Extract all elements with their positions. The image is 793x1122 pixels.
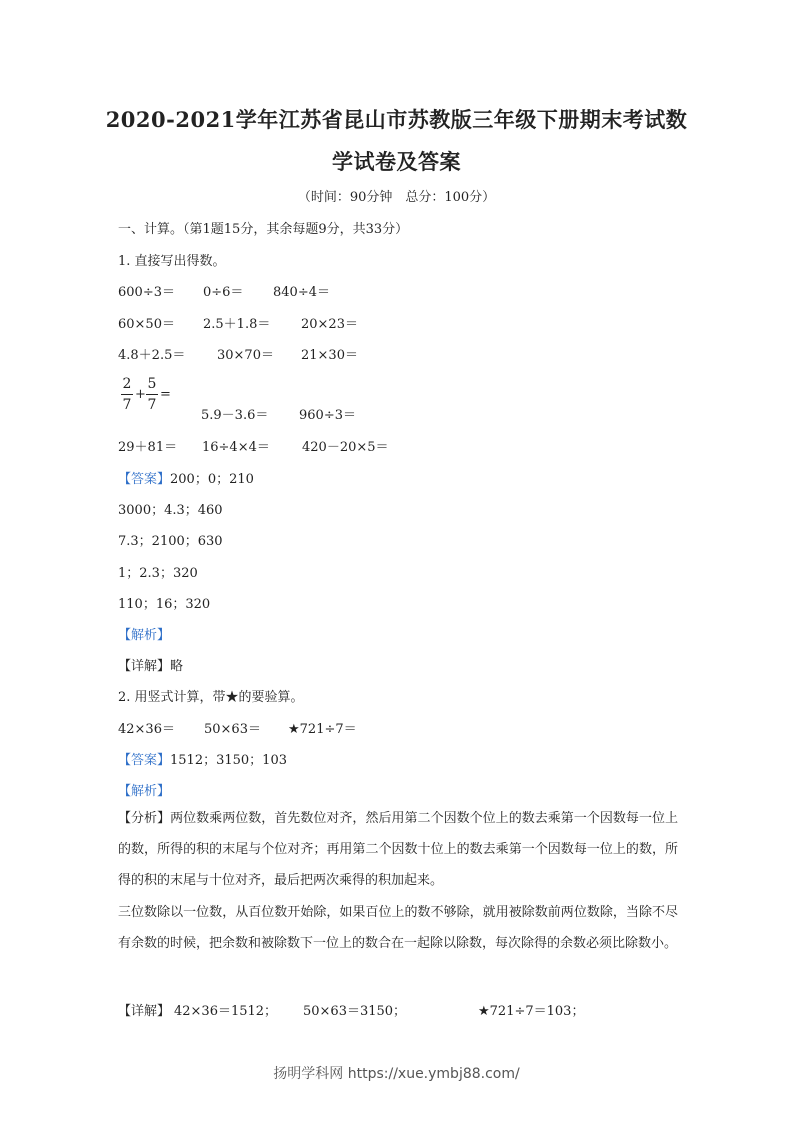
problem: 2.5＋1.8＝ [203,317,271,332]
problem: 840÷4＝ [273,285,330,300]
problem: 0÷6＝ [203,285,244,300]
detail-item: ★721÷7＝103； [478,1004,585,1019]
page-title-line-2: 学试卷及答案 [332,149,461,174]
problem: 5.9－3.6＝ [201,408,269,423]
problem: 4.8＋2.5＝ [118,348,186,363]
detail-text: 【详解】略 [118,659,184,674]
answer-label: 【答案】 [118,753,171,768]
page-title-line-1: 2020-2021学年江苏省昆山市苏教版三年级下册期末考试数 [105,107,688,132]
fraction-bar [121,394,133,395]
problem: 29＋81＝ [118,440,178,455]
problem: 420－20×5＝ [302,440,389,455]
fraction: 5 7 [147,376,157,413]
answer-line: 110；16；320 [118,597,211,612]
plus-sign: + [135,387,146,402]
answer-line: 3000；4.3；460 [118,503,223,518]
answer-text: 1512；3150；103 [170,753,287,768]
analysis-label: 【解析】 [118,784,171,799]
answer-line [118,749,287,768]
analysis-label: 【解析】 [118,628,171,643]
problem: 42×36＝ [118,722,175,737]
detail-item: 42×36＝1512； [174,1004,278,1019]
detail-item: 50×63＝3150； [303,1004,407,1019]
footer-watermark: 扬明学科网 https://xue.ymbj88.com/ [273,1066,520,1082]
detail-label: 【详解】 [118,1004,171,1019]
answer-text: 200；0；210 [170,472,254,487]
problem: 960÷3＝ [299,408,356,423]
detail-line [118,1000,585,1019]
answer-line: 7.3；2100；630 [118,534,223,549]
analysis-paragraph: 三位数除以一位数，从百位数开始除，如果百位上的数不够除，就用被除数前两位数除，当除不尽有余数的时候，把余数和被除数下一位上的数合在一起除以除数，每次除得的余数必须比除数小。 [118,905,678,951]
fraction: 2 7 [122,376,132,413]
question-1-prompt: 1. 直接写出得数。 [118,254,226,269]
problem: ★721÷7＝ [288,722,357,737]
problem: 21×30＝ [301,348,358,363]
problem: 600÷3＝ [118,285,175,300]
analysis-paragraph: 【分析】两位数乘两位数，首先数位对齐，然后用第二个因数个位上的数去乘第一个因数每一位上的数，所得的积的末尾与个位对齐；再用第二个因数十位上的数去乘第一个因数每一位上的数，所得的积的末尾与十位对齐，最后把两次乘得的积加起来。 [118,811,678,888]
problem: 30×70＝ [217,348,274,363]
answer-line: 1；2.3；320 [118,566,198,581]
section-heading: 一、计算。（第1题15分，其余每题9分，共33分） [118,222,409,237]
problem: 60×50＝ [118,317,175,332]
equals-sign: = [160,387,171,402]
answer-line [118,468,254,487]
problem: 50×63＝ [204,722,261,737]
problem: 16÷4×4＝ [202,440,270,455]
exam-info: （时间：90分钟 总分：100分） [297,190,496,205]
problem: 20×23＝ [301,317,358,332]
answer-label: 【答案】 [118,472,171,487]
question-2-prompt: 2. 用竖式计算，带★的要验算。 [118,690,304,705]
fraction-bar [146,394,158,395]
